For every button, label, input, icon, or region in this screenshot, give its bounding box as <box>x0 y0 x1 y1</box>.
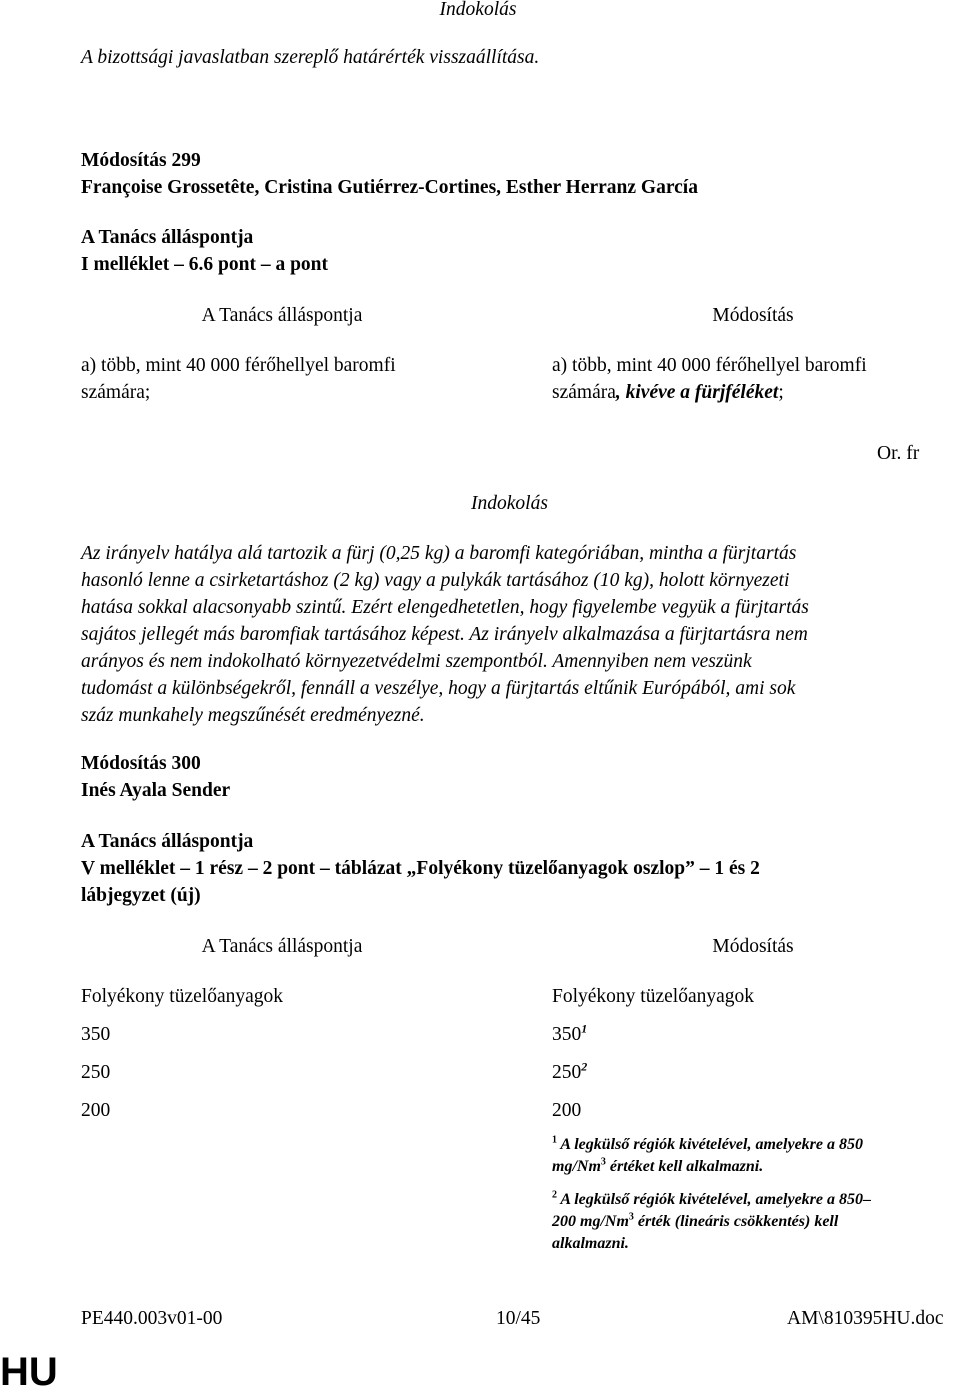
left-table-cell: 250 <box>81 1062 111 1083</box>
justification-line: hatása sokkal alacsonyabb szintű. Ezért elengedhetetlen, hogy figyelembe vegyük a fürjtartás <box>81 597 809 618</box>
footnote-superscript: 3 <box>600 1156 606 1168</box>
right-cell-value: 250 <box>552 1062 582 1083</box>
footnote-text: értéket kell alkalmazni. <box>609 1158 764 1175</box>
right-table-cell: Folyékony tüzelőanyagok <box>552 986 754 1007</box>
footnote-ref: 1 <box>581 1021 588 1036</box>
left-table-cell: Folyékony tüzelőanyagok <box>81 986 283 1007</box>
amendment-authors: Inés Ayala Sender <box>81 780 231 801</box>
justification-line: száz munkahely megszűnését eredményezné. <box>81 705 425 726</box>
footer-filename: AM\810395HU.doc <box>787 1308 944 1329</box>
position-label: A Tanács álláspontja <box>81 227 254 248</box>
right-text-end: ; <box>778 382 784 403</box>
left-text-line: a) több, mint 40 000 férőhellyel baromfi <box>81 355 396 376</box>
left-table-cell: 200 <box>81 1100 111 1121</box>
right-text-line: a) több, mint 40 000 férőhellyel baromfi <box>552 355 867 376</box>
amendment-reference: V melléklet – 1 rész – 2 pont – táblázat „Folyékony tüzelőanyagok oszlop” – 1 és 2 <box>81 858 760 879</box>
right-text-changed: , kivéve a fürjféléket <box>615 382 779 403</box>
footnote-ref: 2 <box>581 1059 588 1074</box>
footnote-text: A legkülső régiók kivételével, amelyekre a 850– <box>560 1191 871 1208</box>
footnote-2 <box>552 1189 952 1255</box>
amendment-authors: Françoise Grossetête, Cristina Gutiérrez-Cortines, Esther Herranz García <box>81 177 698 198</box>
col-right-header: Módosítás <box>712 936 794 957</box>
footnote-number: 2 <box>552 1189 557 1201</box>
position-label: A Tanács álláspontja <box>81 831 254 852</box>
justification-heading: Indokolás <box>471 493 548 514</box>
amendment-reference: lábjegyzet (új) <box>81 885 201 906</box>
amendment-reference: I melléklet – 6.6 pont – a pont <box>81 254 329 275</box>
left-table-cell: 350 <box>81 1024 111 1045</box>
footnote-text: alkalmazni. <box>552 1235 629 1252</box>
original-language: Or. fr <box>877 443 920 464</box>
footnote-1 <box>552 1134 952 1178</box>
justification-line: Az irányelv hatálya alá tartozik a fürj (0,25 kg) a baromfi kategóriában, mintha a fürjtartás <box>81 543 797 564</box>
amendment-number: Módosítás 299 <box>81 150 201 171</box>
justification-line: tudomást a különbségekről, fennáll a veszélye, hogy a fürjtartás eltűnik Európából, ami sok <box>81 678 796 699</box>
footnote-number: 1 <box>552 1134 557 1146</box>
right-text-line <box>552 379 784 406</box>
col-left-header: A Tanács álláspontja <box>201 305 363 326</box>
footnote-text: A legkülső régiók kivételével, amelyekre a 850 <box>560 1136 863 1153</box>
justification-text: A bizottsági javaslatban szereplő határérték visszaállítása. <box>81 47 540 68</box>
left-text-line: számára; <box>81 382 151 403</box>
right-text-plain: számára <box>552 382 616 403</box>
justification-line: sajátos jellegét más baromfiak tartásához képest. Az irányelv alkalmazása a fürjtartásra nem <box>81 624 808 645</box>
language-code: HU <box>0 1350 58 1394</box>
right-table-cell: 200 <box>552 1100 582 1121</box>
footnote-text: érték (lineáris csökkentés) kell <box>637 1213 839 1230</box>
amendment-number: Módosítás 300 <box>81 753 201 774</box>
footnote-text: mg/Nm <box>552 1158 601 1175</box>
footnote-text: 200 mg/Nm <box>552 1213 629 1230</box>
col-left-header: A Tanács álláspontja <box>201 936 363 957</box>
col-right-header: Módosítás <box>712 305 794 326</box>
right-cell-value: 350 <box>552 1024 582 1045</box>
justification-line: arányos és nem indokolható környezetvédelmi szempontból. Amennyiben nem veszünk <box>81 651 752 672</box>
justification-line: hasonló lenne a csirketartáshoz (2 kg) vagy a pulykák tartásához (10 kg), holott környezeti <box>81 570 790 591</box>
footer-page-number: 10/45 <box>496 1308 541 1329</box>
right-table-cell <box>552 1021 587 1048</box>
justification-heading: Indokolás <box>439 0 517 20</box>
right-table-cell <box>552 1059 587 1086</box>
footnote-superscript: 3 <box>628 1211 634 1223</box>
footer-doc-ref: PE440.003v01-00 <box>81 1308 223 1329</box>
